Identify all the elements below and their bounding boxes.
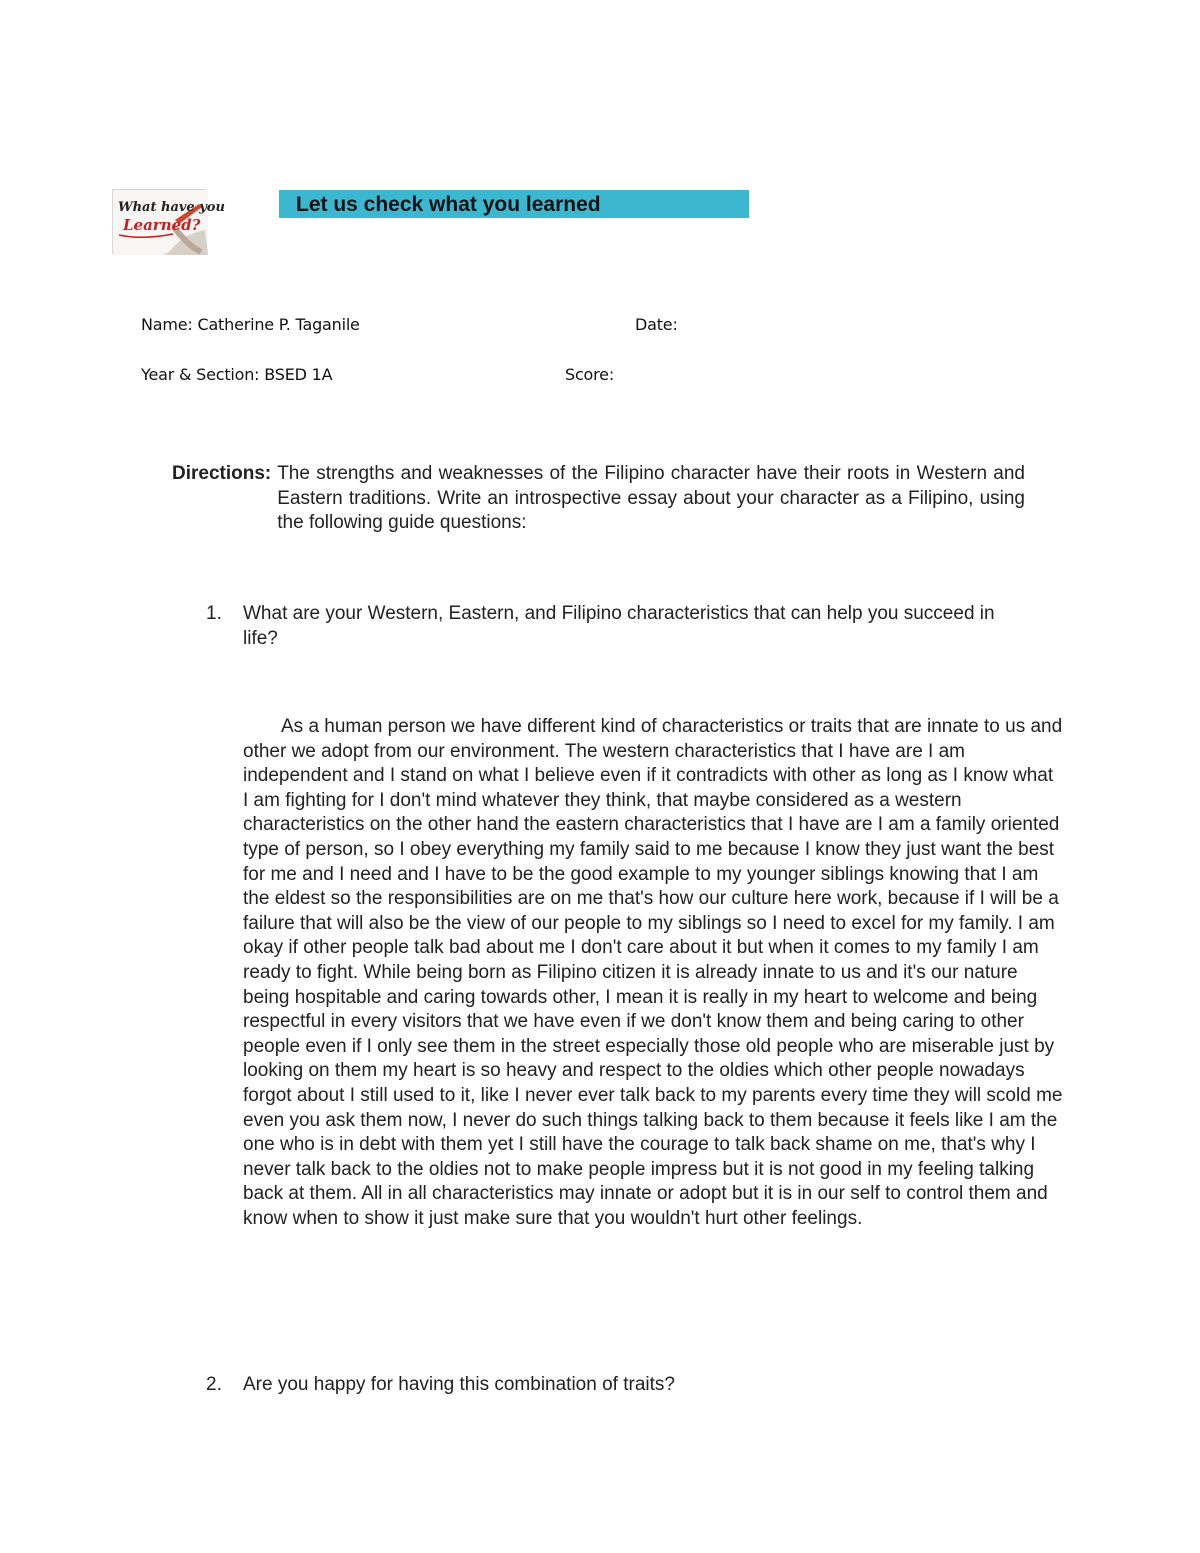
essay-answer: As a human person we have different kind of characteristics or traits that are innate to us and other we adopt from our environment. The western characteristics that I have are I am independent and I stand on what I believe even if it contradicts with other as long as I know what I am fighting for I don't mind whatever they think, that maybe considered as a western characteristics on the other hand the eastern characteristics that I have are I am a family oriented type of person, so I obey everything my family said to me because I know they just want the best for me and I need and I have to be the good example to my younger siblings knowing that I am the eldest so the responsibilities are on me that's how our culture here work, because if I will be a failure that will also be the view of our people to my siblings so I need to excel for my family. I am okay if other people talk bad about me I don't care about it but when it comes to my family I am ready to fight. While being born as Filipino citizen it is already innate to us and it's our nature being hospitable and caring towards other, I mean it is really in my heart to welcome and being respectful in every visitors that we have even if we don't know them and being caring to other people even if I only see them in the street especially those old people who are miserable just by looking on them my heart is so heavy and respect to the oldies which other people nowadays forgot about I still used to it, like I never ever talk back to my parents every time they will scold me even you ask them now, I never do such things talking back to them because it feels like I am the one who is in debt with them yet I still have the courage to talk back shame on me, that's why I never talk back to the oldies not to make people impress but it is not good in my feeling talking back at them. All in all characteristics may innate or adopt but it is in our self to control them and know when to show it just make sure that you wouldn't hurt other feelings. — [243, 716, 1063, 1229]
svg-text:What have you: What have you — [118, 200, 225, 215]
question-1-text: What are your Western, Eastern, and Filipino characteristics that can help you succeed in life? — [243, 603, 995, 649]
what-have-you-learned-logo — [112, 189, 225, 254]
section-banner-title: Let us check what you learned — [279, 190, 749, 218]
name-field: Name: Catherine P. Taganile — [141, 315, 360, 334]
year-section-field: Year & Section: BSED 1A — [141, 365, 333, 384]
logo-graphic — [113, 190, 225, 255]
directions-text: The strengths and weaknesses of the Filipino character have their roots in Western and Eastern traditions. Write an introspective essay about your character as a Filipino, using the following guide questions: — [277, 463, 1026, 533]
question-1-number: 1. — [206, 603, 222, 624]
directions-paragraph — [172, 462, 1025, 536]
question-2-number: 2. — [206, 1374, 222, 1395]
svg-text:Learned?: Learned? — [123, 216, 201, 234]
score-field: Score: — [565, 365, 615, 384]
question-2-text: Are you happy for having this combination of traits? — [243, 1374, 675, 1395]
directions-label: Directions: — [172, 463, 272, 484]
date-field: Date: — [635, 315, 678, 334]
